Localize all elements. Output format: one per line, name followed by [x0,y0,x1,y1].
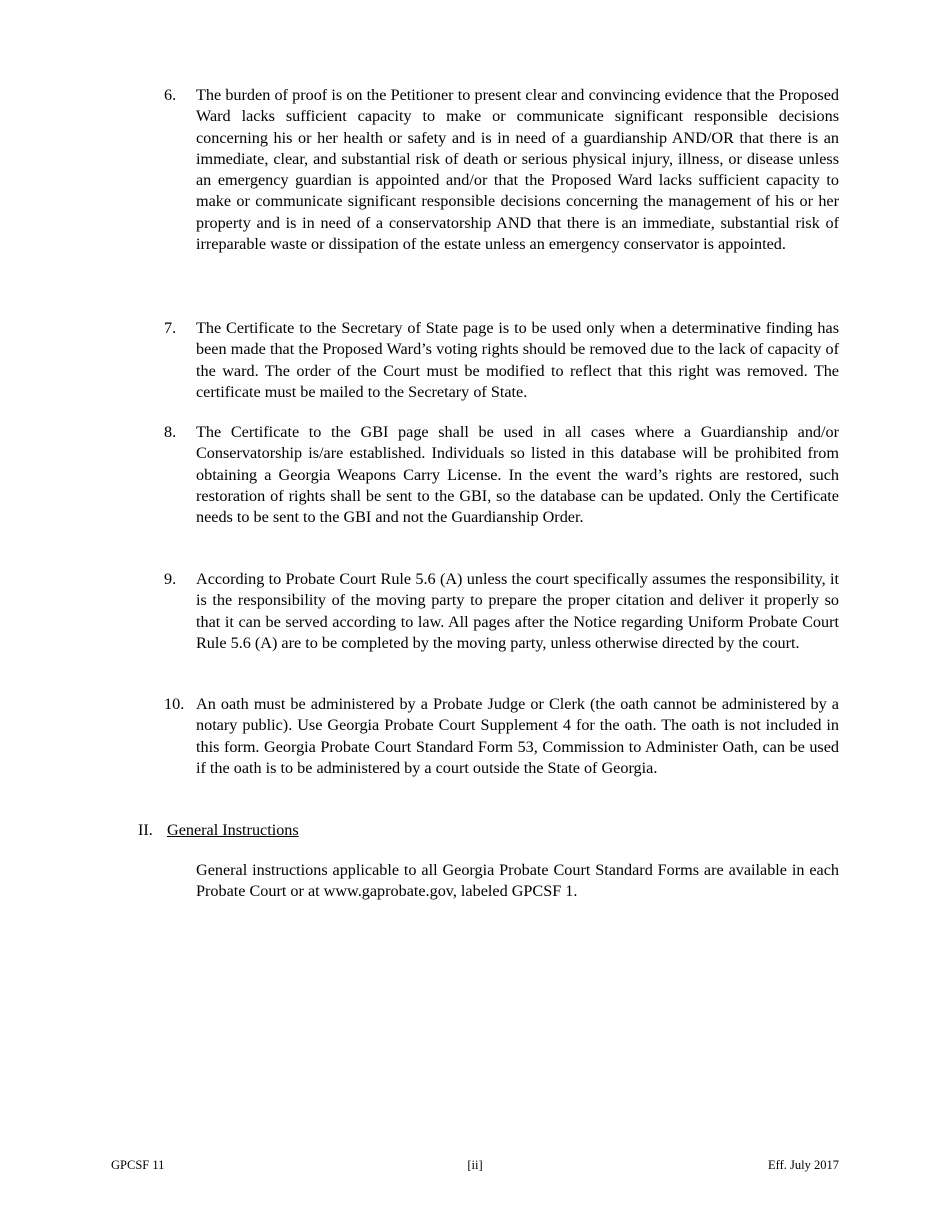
item-text: The burden of proof is on the Petitioner to present clear and convincing evidence that the Proposed Ward lacks sufficient capacity to make or communicate significant responsible decisions concerning his or her health or safety and is in need of a guardianship AND/OR that there is an immediate, clear, and substantial risk of death or serious physical injury, illness, or disease unless an emergency guardian is appointed and/or that the Proposed Ward lacks sufficient capacity to make or communicate significant responsible decisions concerning the management of his or her property and is in need of a conservatorship AND that there is an immediate, substantial risk of irreparable waste or dissipation of the estate unless an emergency conservator is appointed. [196,86,839,254]
instruction-item-6 [164,85,839,255]
section-heading-general-instructions [138,820,538,841]
section-title: General Instructions [167,821,299,839]
item-number: 10. [164,695,185,713]
instruction-item-7 [164,318,839,403]
item-text: An oath must be administered by a Probate Judge or Clerk (the oath cannot be administered by a notary public). Use Georgia Probate Court Supplement 4 for the oath. The oath is not included in this form. Georgia Probate Court Standard Form 53, Commission to Administer Oath, can be used if the oath is to be administered by a court outside the State of Georgia. [196,695,839,777]
section-numeral: II. [138,821,153,839]
instruction-item-10 [164,694,839,779]
instruction-item-9 [164,569,839,654]
footer-effective-date: Eff. July 2017 [768,1158,839,1172]
item-number: 8. [164,423,177,441]
footer-page-number: [ii] [467,1158,483,1172]
footer-form-id: GPCSF 11 [111,1158,165,1172]
item-text: According to Probate Court Rule 5.6 (A) unless the court specifically assumes the responsibility, it is the responsibility of the moving party to prepare the proper citation and deliver it properly so that it can be served according to law. All pages after the Notice regarding Uniform Probate Court Rule 5.6 (A) are to be completed by the moving party, unless otherwise directed by the court. [196,570,839,652]
general-instructions-paragraph: General instructions applicable to all Georgia Probate Court Standard Forms are available in each Probate Court or at www.gaprobate.gov, labeled GPCSF 1. [196,861,839,901]
item-text: The Certificate to the GBI page shall be used in all cases where a Guardianship and/or Conservatorship is/are established. Individuals so listed in this database will be prohibited from obtaining a Georgia Weapons Carry License. In the event the ward’s rights are restored, such restoration of rights shall be sent to the GBI, so the database can be updated. Only the Certificate needs to be sent to the GBI and not the Guardianship Order. [196,423,839,527]
item-number: 6. [164,86,177,104]
instruction-item-8 [164,422,839,528]
item-number: 7. [164,319,177,337]
item-number: 9. [164,570,177,588]
item-text: The Certificate to the Secretary of State page is to be used only when a determinative finding has been made that the Proposed Ward’s voting rights should be removed due to the lack of capacity of the ward. The order of the Court must be modified to reflect that this right was removed. The certificate must be mailed to the Secretary of State. [196,319,839,401]
